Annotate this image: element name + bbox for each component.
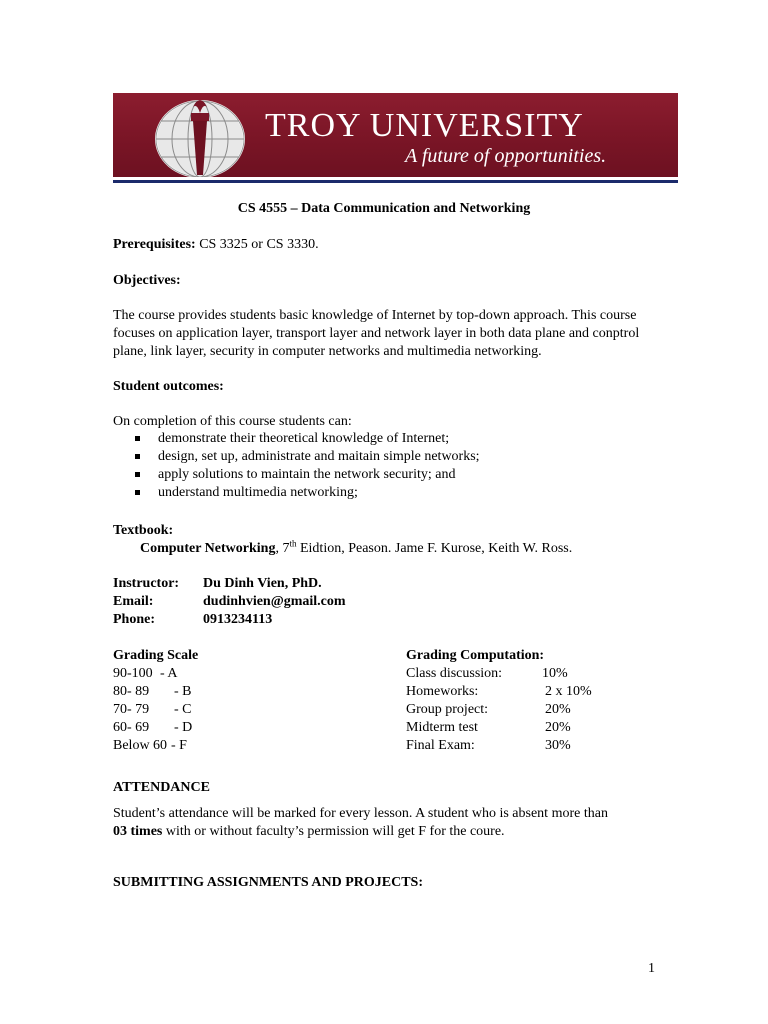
course-title: CS 4555 – Data Communication and Networking	[237, 201, 531, 216]
outcomes-heading: Student outcomes:	[113, 379, 224, 394]
scale-grade: - A	[160, 666, 178, 681]
university-banner	[113, 93, 678, 177]
prerequisites-label: Prerequisites:	[113, 237, 196, 252]
list-item: design, set up, administrate and maitain simple networks;	[113, 448, 480, 466]
textbook-citation	[140, 540, 572, 558]
attendance-absence-limit: 03 times	[113, 824, 163, 839]
computation-item: Class discussion:	[406, 666, 503, 681]
scale-range: 90-100	[113, 666, 153, 681]
grading-scale-heading: Grading Scale	[113, 648, 199, 663]
attendance-heading: ATTENDANCE	[113, 780, 210, 795]
computation-weight: 20%	[545, 702, 571, 717]
textbook-edition-suffix: th	[289, 538, 297, 549]
torch-globe-logo-icon	[153, 95, 248, 177]
scale-range: Below 60	[113, 738, 168, 753]
computation-item: Final Exam:	[406, 738, 475, 753]
objectives-heading: Objectives:	[113, 273, 181, 288]
submitting-heading: SUBMITTING ASSIGNMENTS AND PROJECTS:	[113, 875, 424, 890]
list-item: apply solutions to maintain the network security; and	[113, 466, 480, 484]
phone-value: 0913234113	[203, 612, 273, 627]
computation-weight: 20%	[545, 720, 571, 735]
banner-tagline: A future of opportunities.	[405, 145, 607, 167]
textbook-edition: , 7	[275, 541, 290, 556]
scale-grade: - B	[174, 684, 192, 699]
textbook-heading: Textbook:	[113, 523, 174, 538]
scale-grade: - D	[174, 720, 193, 735]
scale-grade: - C	[174, 702, 192, 717]
prerequisites-value: CS 3325 or CS 3330.	[195, 237, 319, 252]
email-label: Email:	[113, 594, 154, 609]
banner-title: TROY UNIVERSITY	[265, 107, 584, 144]
attendance-line-2	[113, 823, 505, 841]
scale-range: 70- 79	[113, 702, 150, 717]
list-item: understand multimedia networking;	[113, 484, 480, 502]
computation-item: Midterm test	[406, 720, 478, 735]
scale-range: 60- 69	[113, 720, 150, 735]
instructor-name: Du Dinh Vien, PhD.	[203, 576, 322, 591]
email-value: dudinhvien@gmail.com	[203, 594, 346, 609]
attendance-line-1: Student’s attendance will be marked for every lesson. A student who is absent more than	[113, 806, 608, 821]
page-number: 1	[648, 961, 655, 976]
computation-weight: 2 x 10%	[545, 684, 592, 699]
computation-weight: 10%	[542, 666, 568, 681]
grading-computation-heading: Grading Computation:	[406, 648, 545, 663]
prerequisites	[113, 236, 319, 254]
attendance-policy: with or without faculty’s permission will get F for the coure.	[162, 824, 505, 839]
computation-weight: 30%	[545, 738, 571, 753]
banner-divider	[113, 180, 678, 183]
objectives-text: The course provides students basic knowledge of Internet by top-down approach. This course focuses on application layer, transport layer and network layer in both data plane and conptrol plane, link layer, security in computer networks and multimedia networking.	[113, 308, 640, 359]
phone-label: Phone:	[113, 612, 155, 627]
list-item: demonstrate their theoretical knowledge of Internet;	[113, 430, 480, 448]
scale-range: 80- 89	[113, 684, 150, 699]
computation-item: Homeworks:	[406, 684, 479, 699]
scale-grade: - F	[171, 738, 187, 753]
instructor-label: Instructor:	[113, 576, 180, 591]
computation-item: Group project:	[406, 702, 489, 717]
outcomes-list	[113, 430, 480, 502]
outcomes-intro: On completion of this course students can:	[113, 414, 352, 429]
textbook-details: Eidtion, Peason. Jame F. Kurose, Keith W. Ross.	[296, 541, 573, 556]
textbook-title: Computer Networking	[140, 541, 276, 556]
